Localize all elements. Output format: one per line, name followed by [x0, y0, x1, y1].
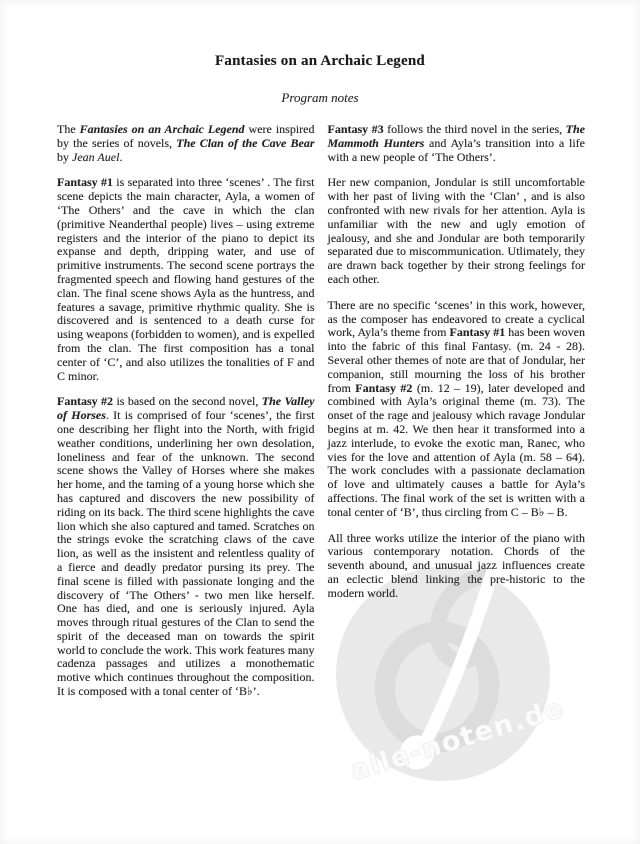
- paragraph: [57, 123, 315, 164]
- paragraph: [328, 123, 586, 164]
- paragraph: [328, 299, 586, 520]
- text-run: Fantasies on an Archaic Legend: [79, 122, 245, 136]
- text-run: by: [57, 149, 72, 164]
- text-run: follows the third novel in the series,: [383, 122, 566, 136]
- text-run: The Mammoth Hunters: [327, 122, 585, 150]
- paragraph: [328, 532, 586, 601]
- paragraph: [57, 395, 315, 699]
- text-run: Jean Auel: [72, 149, 120, 164]
- watermark-text: alle-noten.de: [347, 692, 569, 788]
- text-run: (m. 12 – 19), later developed and combined with Ayla’s original theme (m. 73). The onset of the rage and jealousy which ravage Jondular begins at m. 42. We then hear it transformed into a jazz interlude, to evoke the exotic man, Ranec, who vies for the love and attention of Ayla (m. 58 – 64). The work concludes with a passionate declamation of love and ultimately causes a battle for Ayla’s affections. The final work of the set is written with a tonal center of ‘B’, thus circling from C – B♭ – B.: [327, 380, 585, 519]
- text-columns: [57, 123, 585, 711]
- paragraph: [57, 176, 315, 383]
- text-run: were inspired by the series of novels,: [57, 122, 315, 150]
- text-run: . It is comprised of four ‘scenes’, the first one describing her flight into the North, with frigid weather conditions, underlining her own desolation, loneliness and fear of the unknown. The second scene shows the Valley of Horses where she makes her home, and the taming of a young horse which she has captured and discovers the new possibility of riding on its back. The third scene highlights the cave lion which she also captured and tamed. Scratches on the strings evoke the scratching claws of the cave lion, as well as the insistent and relentless quality of a fierce and deadly predator pursing its prey. The final scene is filled with passionate longing and the discovery of ‘The Others’ - two men like herself. One has died, and one is seriously injured. Ayla moves through ritual gestures of the Clan to send the spirit of the deceased man on towards the spirit world to conclude the work. This work features many cadenza passages and utilizes a monothematic motive which continues throughout the composition. It is composed with a tonal center of ‘B♭’.: [57, 408, 315, 699]
- left-column: [57, 123, 315, 711]
- page-subtitle: Program notes: [281, 90, 359, 105]
- text-run: The Clan of the Cave Bear: [176, 135, 315, 150]
- paragraph: [328, 176, 586, 286]
- text-run: Fantasy #2: [57, 394, 114, 409]
- text-run: All three works utilize the interior of the piano with various contemporary notation. Chords of the seventh abound, and unusual jazz influences create an eclectic blend linking the pre-historic to the modern world.: [327, 530, 585, 600]
- text-run: Fantasy #2: [355, 380, 413, 395]
- text-run: The: [57, 122, 80, 136]
- text-run: Her new companion, Jondular is still uncomfortable with her past of living with the ‘Clan’ , and is also confronted with new rivals for her attention. Ayla is unfamiliar with the new and ugly emotion of jealousy, and she and Jondular are both temporarily separated due to miscommunication. Utlimately, they are drawn back together by their strong feelings for each other.: [327, 175, 585, 286]
- text-run: There are no specific ‘scenes’ in this work, however, as the composer has endeavored to create a cyclical work, Ayla’s theme from: [327, 297, 585, 340]
- text-run: has been woven into the fabric of this final Fantasy. (m. 24 - 28). Several other themes of note are that of Jondular, her companion, still mourning the loss of his brother from: [327, 325, 586, 395]
- text-run: Fantasy #1: [449, 325, 506, 340]
- text-run: and Ayla’s transition into a life with a new people of ‘The Others’.: [327, 135, 585, 164]
- right-column: [328, 123, 586, 711]
- text-run: Fantasy #3: [327, 122, 384, 136]
- text-run: .: [119, 149, 123, 164]
- text-run: The Valley of Horses: [57, 394, 315, 423]
- text-run: is based on the second novel,: [113, 394, 262, 409]
- text-run: is separated into three ‘scenes’ . The first scene depicts the main character, Ayla, a women of ‘The Others’ and the cave in which the clan (primitive Neanderthal people) lives – using extreme registers and the interior of the piano to depict its expanse and depth, dripping water, and use of primitive instruments. The second scene portrays the fragmented speech and flowing hand gestures of the clan. The final scene shows Ayla as the huntress, and features a savage, primitive rhythmic quality. She is discovered and is sentenced to a death curse for using weapons (forbidden to women), and is expelled from the clan. The first composition has a tonal center of ‘C’, and also utilizes the tonalities of F and C minor.: [57, 175, 315, 383]
- page-title: Fantasies on an Archaic Legend: [215, 53, 425, 69]
- text-run: Fantasy #1: [57, 175, 113, 190]
